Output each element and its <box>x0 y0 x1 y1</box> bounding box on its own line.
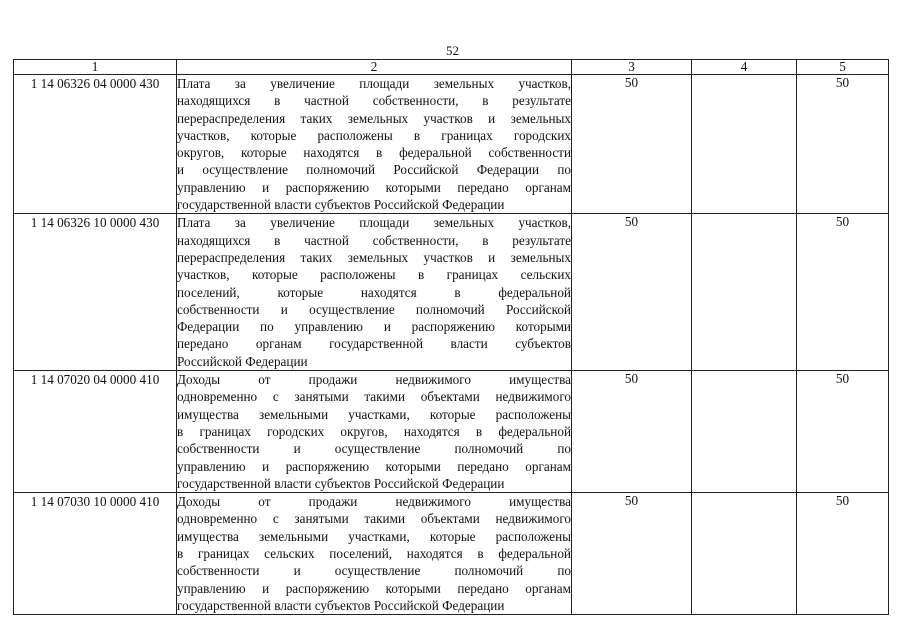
amount-value: 50 <box>624 371 639 387</box>
description-line: перераспределения таких земельных участков и земельных <box>177 249 571 265</box>
header-row <box>14 60 889 75</box>
table-row <box>14 493 889 615</box>
description-line: Доходы от продажи недвижимого имущества <box>177 494 571 510</box>
amount-col5-cell <box>797 214 889 371</box>
description-line: собственности и осуществление полномочий Российской <box>177 301 571 317</box>
description-line: одновременно с занятыми такими объектами недвижимого <box>177 511 571 527</box>
amount-col4-cell <box>692 493 797 615</box>
amount-value: 50 <box>835 214 850 230</box>
description-line: в границах сельских поселений, находятся в федеральной <box>177 546 571 562</box>
description-line: Плата за увеличение площади земельных участков, <box>177 76 571 91</box>
description-line: имущества земельными участками, которые расположены <box>177 406 571 422</box>
description-line: находящихся в частной собственности, в результате <box>177 232 571 248</box>
description-line: в границах городских округов, находятся в федеральной <box>177 423 571 439</box>
amount-col4-cell <box>692 214 797 371</box>
description-line: перераспределения таких земельных участков и земельных <box>177 110 571 126</box>
budget-table <box>13 59 889 615</box>
income-code-cell: 1 14 06326 04 0000 430 <box>14 75 177 214</box>
header-col-4: 4 <box>692 60 797 75</box>
income-code-cell: 1 14 06326 10 0000 430 <box>14 214 177 371</box>
description-line: и осуществление полномочий Российской Федерации по <box>177 162 571 178</box>
header-col-5: 5 <box>797 60 889 75</box>
amount-value: 50 <box>835 75 850 90</box>
header-col-2: 2 <box>177 60 572 75</box>
table-header <box>14 60 889 75</box>
description-line: Российской Федерации <box>177 353 308 369</box>
description-line: передано органам государственной власти субъектов <box>177 336 571 352</box>
table-body <box>14 75 889 615</box>
amount-col5-cell <box>797 75 889 214</box>
amount-value: 50 <box>624 214 639 230</box>
income-description-cell <box>177 493 572 615</box>
description-line: собственности и осуществление полномочий по <box>177 441 571 457</box>
income-code-cell: 1 14 07030 10 0000 410 <box>14 493 177 615</box>
amount-col5-cell <box>797 371 889 493</box>
amount-col3-cell <box>572 75 692 214</box>
description-line: поселений, которые находятся в федеральной <box>177 284 571 300</box>
income-description-cell <box>177 371 572 493</box>
income-code-cell: 1 14 07020 04 0000 410 <box>14 371 177 493</box>
description-line: государственной власти субъектов Российской Федерации <box>177 197 505 213</box>
income-description-cell <box>177 214 572 371</box>
description-line: собственности и осуществление полномочий по <box>177 563 571 579</box>
amount-value: 50 <box>624 493 639 509</box>
description-line: имущества земельными участками, которые расположены <box>177 528 571 544</box>
amount-col3-cell <box>572 493 692 615</box>
description-line: управлению и распоряжению которыми передано органам <box>177 458 571 474</box>
description-line: государственной власти субъектов Российской Федерации <box>177 475 505 491</box>
description-line: Плата за увеличение площади земельных участков, <box>177 215 571 231</box>
header-col-3: 3 <box>572 60 692 75</box>
page-number: 52 <box>446 43 459 58</box>
description-line: управлению и распоряжению которыми передано органам <box>177 580 571 596</box>
income-description-cell <box>177 75 572 214</box>
description-line: управлению и распоряжению которыми передано органам <box>177 179 571 195</box>
table-row <box>14 75 889 214</box>
description-line: одновременно с занятыми такими объектами недвижимого <box>177 389 571 405</box>
amount-col5-cell <box>797 493 889 615</box>
amount-col4-cell <box>692 371 797 493</box>
amount-value: 50 <box>835 371 850 387</box>
description-line: участков, которые расположены в границах городских <box>177 127 571 143</box>
amount-col3-cell <box>572 371 692 493</box>
description-line: государственной власти субъектов Российской Федерации <box>177 597 505 613</box>
header-col-1: 1 <box>14 60 177 75</box>
amount-value: 50 <box>835 493 850 509</box>
description-line: округов, которые находятся в федеральной собственности <box>177 145 571 161</box>
description-line: Федерации по управлению и распоряжению которыми <box>177 319 571 335</box>
table-row <box>14 214 889 371</box>
table-row <box>14 371 889 493</box>
description-line: участков, которые расположены в границах сельских <box>177 267 571 283</box>
description-line: Доходы от продажи недвижимого имущества <box>177 372 571 388</box>
amount-value: 50 <box>624 75 639 90</box>
amount-col3-cell <box>572 214 692 371</box>
description-line: находящихся в частной собственности, в результате <box>177 93 571 109</box>
amount-col4-cell <box>692 75 797 214</box>
